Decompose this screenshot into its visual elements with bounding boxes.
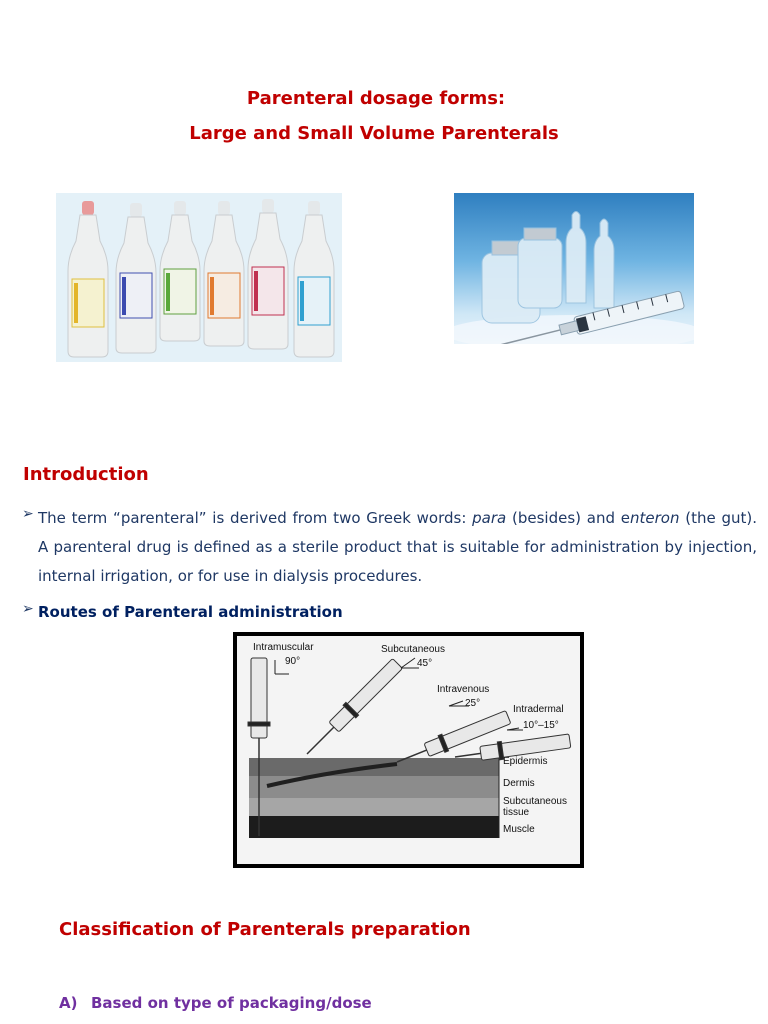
introduction-heading: Introduction [23, 464, 149, 485]
label-subcutaneous: Subcutaneous [381, 644, 445, 655]
title-line-1: Parenteral dosage forms: [246, 88, 506, 109]
label-muscle: Muscle [503, 824, 535, 835]
subheading-a [59, 994, 372, 1012]
label-subcutaneous-tissue-2: tissue [503, 807, 530, 818]
iv-bottles-image [56, 193, 342, 362]
arrow-bullet-icon: ➢ [22, 601, 34, 617]
label-intravenous: Intravenous [437, 684, 490, 695]
label-im-angle: 90° [285, 656, 301, 667]
label-sc-angle: 45° [417, 658, 433, 669]
label-id-angle: 10°–15° [523, 720, 559, 731]
label-iv-angle: 25° [465, 698, 481, 709]
arrow-bullet-icon: ➢ [22, 506, 34, 522]
vials-syringe-image [454, 193, 694, 344]
injection-routes-diagram [233, 632, 584, 868]
title-line-2: Large and Small Volume Parenterals [189, 123, 559, 144]
subheading-a-text: Based on type of packaging/dose [91, 994, 372, 1012]
classification-heading: Classification of Parenterals preparation [59, 919, 471, 940]
label-epidermis: Epidermis [503, 756, 548, 767]
intro-paragraph: The term “parenteral” is derived from two Greek words: para (besides) and enteron (the gut). A parenteral drug is defined as a sterile product that is suitable for administration by injection, internal irrigation, or for use in dialysis procedures. [38, 509, 757, 585]
routes-heading: Routes of Parenteral administration [38, 603, 343, 621]
label-dermis: Dermis [503, 778, 535, 789]
label-subcutaneous-tissue-1: Subcutaneous [503, 796, 567, 807]
label-intradermal: Intradermal [513, 704, 564, 715]
label-intramuscular: Intramuscular [253, 642, 314, 653]
subheading-a-marker: A) [59, 994, 78, 1012]
